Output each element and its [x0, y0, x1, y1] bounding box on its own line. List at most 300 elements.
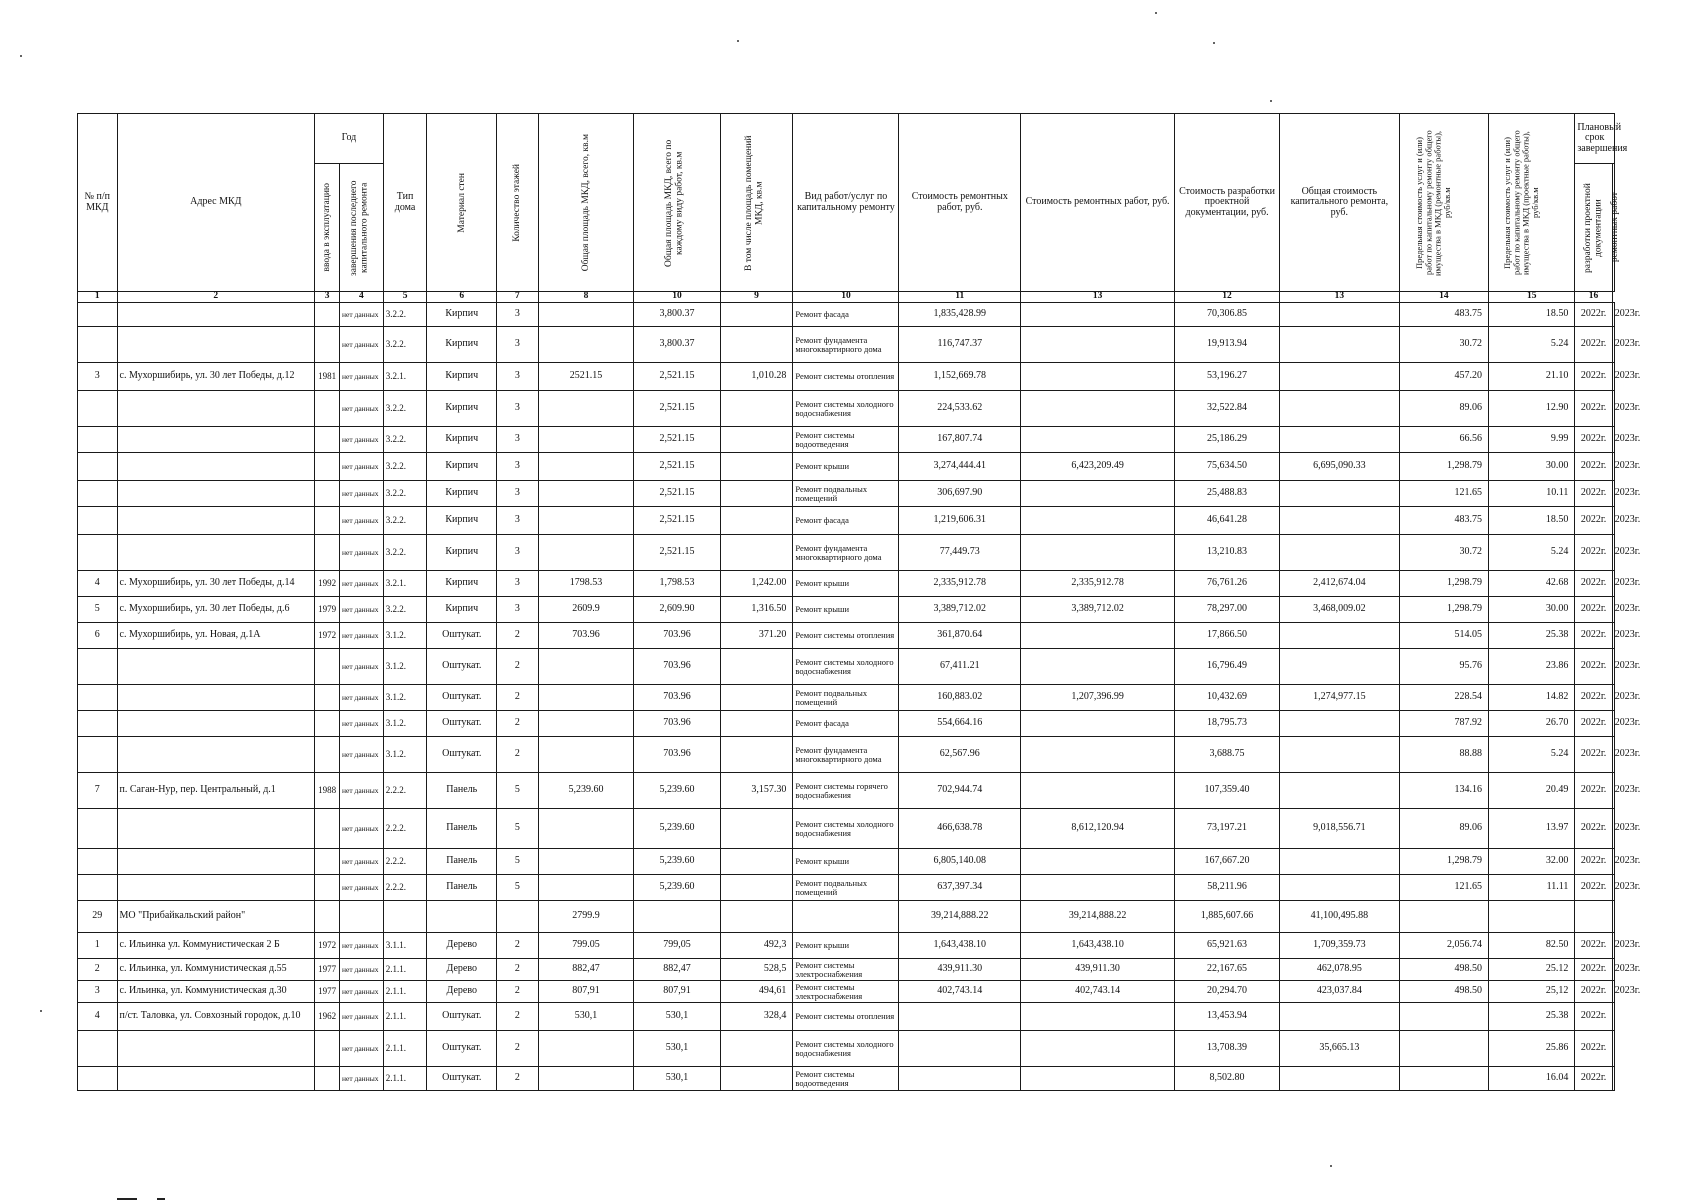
address-cell [117, 303, 315, 327]
deadline-repair-cell: 2023г. [1612, 773, 1614, 809]
year-last-repair-cell: нет данных [340, 571, 384, 597]
floors-cell: 5 [497, 849, 539, 875]
limit-design-cell: 18.50 [1489, 303, 1575, 327]
floors-cell: 3 [497, 535, 539, 571]
design-cost-cell: 46,641.28 [1175, 507, 1280, 535]
floors-cell: 3 [497, 363, 539, 391]
table-row [78, 809, 1615, 849]
limit-design-cell: 14.82 [1489, 685, 1575, 711]
repair-cost-cell: 77,449.73 [899, 535, 1021, 571]
floors-cell: 3 [497, 597, 539, 623]
overall-cost-cell: 423,037.84 [1280, 981, 1400, 1003]
year-last-repair-cell: нет данных [340, 363, 384, 391]
total-area-cell: 882,47 [538, 959, 634, 981]
area-by-work-cell: 703.96 [634, 649, 720, 685]
area-by-work-cell: 1,798.53 [634, 571, 720, 597]
limit-repair-cell: 1,298.79 [1399, 849, 1488, 875]
design-cost-cell: 65,921.63 [1175, 933, 1280, 959]
table-row [78, 535, 1615, 571]
floors-cell: 5 [497, 773, 539, 809]
overall-cost-cell [1280, 535, 1400, 571]
year-last-repair-cell: нет данных [340, 453, 384, 481]
overall-cost-cell [1280, 481, 1400, 507]
header-design-cost: Стоимость разработки проектной документации, руб. [1175, 114, 1280, 292]
premises-area-cell: 328,4 [720, 1003, 793, 1031]
repair-cost-total-cell [1021, 303, 1175, 327]
house-type-cell: 3.2.2. [383, 327, 427, 363]
wall-material-cell: Кирпич [427, 453, 497, 481]
area-by-work-cell: 799,05 [634, 933, 720, 959]
design-cost-cell: 13,453.94 [1175, 1003, 1280, 1031]
deadline-repair-cell [1612, 1067, 1614, 1091]
repair-cost-total-cell [1021, 481, 1175, 507]
address-cell: с. Ильинка ул. Коммунистическая 2 Б [117, 933, 315, 959]
floors-cell: 2 [497, 623, 539, 649]
repair-cost-cell: 116,747.37 [899, 327, 1021, 363]
table-row [78, 849, 1615, 875]
row-number [78, 737, 118, 773]
repair-cost-cell: 554,664.16 [899, 711, 1021, 737]
deadline-design-cell: 2022г. [1575, 773, 1612, 809]
table-row [78, 303, 1615, 327]
house-type-cell: 2.1.1. [383, 959, 427, 981]
repair-cost-cell: 39,214,888.22 [899, 901, 1021, 933]
repair-cost-total-cell: 6,423,209.49 [1021, 453, 1175, 481]
year-commission-cell: 1977 [315, 959, 340, 981]
design-cost-cell: 58,211.96 [1175, 875, 1280, 901]
house-type-cell: 3.2.2. [383, 597, 427, 623]
work-type-cell: Ремонт фундамента многоквартирного дома [793, 737, 899, 773]
scan-speck [1155, 12, 1157, 14]
row-number: 2 [78, 959, 118, 981]
column-number-cell: 1 [78, 292, 118, 303]
wall-material-cell: Оштукат. [427, 1003, 497, 1031]
limit-repair-cell: 483.75 [1399, 507, 1488, 535]
year-last-repair-cell: нет данных [340, 427, 384, 453]
limit-design-cell: 11.11 [1489, 875, 1575, 901]
repair-cost-cell: 3,274,444.41 [899, 453, 1021, 481]
limit-design-cell: 18.50 [1489, 507, 1575, 535]
repair-cost-cell: 3,389,712.02 [899, 597, 1021, 623]
column-number-cell: 3 [315, 292, 340, 303]
total-area-cell [538, 303, 634, 327]
repair-cost-total-cell: 8,612,120.94 [1021, 809, 1175, 849]
work-type-cell: Ремонт системы водоотведения [793, 1067, 899, 1091]
house-type-cell [383, 901, 427, 933]
floors-cell: 3 [497, 391, 539, 427]
year-last-repair-cell: нет данных [340, 1031, 384, 1067]
row-number [78, 391, 118, 427]
header-year-group: Год [315, 114, 384, 164]
row-number [78, 1031, 118, 1067]
area-by-work-cell: 882,47 [634, 959, 720, 981]
address-cell: МО "Прибайкальский район" [117, 901, 315, 933]
floors-cell: 2 [497, 649, 539, 685]
design-cost-cell: 8,502.80 [1175, 1067, 1280, 1091]
deadline-repair-cell [1612, 1031, 1614, 1067]
work-type-cell: Ремонт системы водоотведения [793, 427, 899, 453]
area-by-work-cell: 2,521.15 [634, 391, 720, 427]
limit-repair-cell: 89.06 [1399, 809, 1488, 849]
year-commission-cell: 1962 [315, 1003, 340, 1031]
overall-cost-cell [1280, 711, 1400, 737]
design-cost-cell: 13,210.83 [1175, 535, 1280, 571]
repair-cost-cell [899, 1067, 1021, 1091]
year-last-repair-cell: нет данных [340, 535, 384, 571]
repair-cost-total-cell [1021, 391, 1175, 427]
area-by-work-cell: 3,800.37 [634, 303, 720, 327]
year-commission-cell [315, 427, 340, 453]
year-last-repair-cell: нет данных [340, 1067, 384, 1091]
total-area-cell: 1798.53 [538, 571, 634, 597]
year-commission-cell [315, 1067, 340, 1091]
row-number: 29 [78, 901, 118, 933]
year-commission-cell [315, 875, 340, 901]
row-number: 1 [78, 933, 118, 959]
premises-area-cell [720, 427, 793, 453]
deadline-design-cell: 2022г. [1575, 1003, 1612, 1031]
work-type-cell [793, 901, 899, 933]
area-by-work-cell: 807,91 [634, 981, 720, 1003]
table-row [78, 1031, 1615, 1067]
premises-area-cell [720, 685, 793, 711]
area-by-work-cell: 5,239.60 [634, 875, 720, 901]
repair-cost-cell: 67,411.21 [899, 649, 1021, 685]
year-commission-cell [315, 649, 340, 685]
deadline-repair-cell: 2023г. [1612, 427, 1614, 453]
limit-design-cell: 9.99 [1489, 427, 1575, 453]
row-number [78, 711, 118, 737]
limit-repair-cell: 30.72 [1399, 535, 1488, 571]
repair-cost-cell: 637,397.34 [899, 875, 1021, 901]
deadline-repair-cell: 2023г. [1612, 363, 1614, 391]
house-type-cell: 3.2.2. [383, 453, 427, 481]
premises-area-cell [720, 649, 793, 685]
deadline-design-cell: 2022г. [1575, 933, 1612, 959]
repair-cost-cell: 439,911.30 [899, 959, 1021, 981]
column-number-cell: 2 [117, 292, 315, 303]
overall-cost-cell [1280, 427, 1400, 453]
repair-cost-total-cell: 402,743.14 [1021, 981, 1175, 1003]
year-commission-cell [315, 901, 340, 933]
overall-cost-cell [1280, 363, 1400, 391]
floors-cell: 3 [497, 481, 539, 507]
total-area-cell [538, 427, 634, 453]
area-by-work-cell: 530,1 [634, 1031, 720, 1067]
deadline-design-cell: 2022г. [1575, 959, 1612, 981]
row-number: 4 [78, 1003, 118, 1031]
repair-cost-cell: 160,883.02 [899, 685, 1021, 711]
address-cell [117, 649, 315, 685]
limit-design-cell: 12.90 [1489, 391, 1575, 427]
deadline-design-cell: 2022г. [1575, 875, 1612, 901]
table-row [78, 1067, 1615, 1091]
row-number: 7 [78, 773, 118, 809]
year-commission-cell: 1972 [315, 933, 340, 959]
work-type-cell: Ремонт системы отопления [793, 623, 899, 649]
column-number-cell: 16 [1575, 292, 1612, 303]
deadline-design-cell: 2022г. [1575, 623, 1612, 649]
year-last-repair-cell: нет данных [340, 875, 384, 901]
design-cost-cell: 18,795.73 [1175, 711, 1280, 737]
year-last-repair-cell: нет данных [340, 391, 384, 427]
work-type-cell: Ремонт крыши [793, 597, 899, 623]
limit-design-cell: 20.49 [1489, 773, 1575, 809]
house-type-cell: 2.1.1. [383, 1031, 427, 1067]
limit-design-cell: 5.24 [1489, 327, 1575, 363]
premises-area-cell: 3,157.30 [720, 773, 793, 809]
header-limit-design: Предельная стоимость услуг и (или) работ по капитальному ремонту общего имущества в МКД (проектные работы), руб/кв.м [1489, 114, 1575, 292]
overall-cost-cell [1280, 327, 1400, 363]
overall-cost-cell [1280, 623, 1400, 649]
work-type-cell: Ремонт системы электроснабжения [793, 981, 899, 1003]
repair-cost-cell: 306,697.90 [899, 481, 1021, 507]
limit-repair-cell: 30.72 [1399, 327, 1488, 363]
year-last-repair-cell: нет данных [340, 1003, 384, 1031]
table-row [78, 981, 1615, 1003]
year-last-repair-cell: нет данных [340, 849, 384, 875]
header-house-type: Тип дома [383, 114, 427, 292]
premises-area-cell [720, 1067, 793, 1091]
deadline-design-cell: 2022г. [1575, 507, 1612, 535]
premises-area-cell [720, 391, 793, 427]
table-row [78, 711, 1615, 737]
address-cell [117, 427, 315, 453]
column-number-cell: 7 [497, 292, 539, 303]
address-cell [117, 875, 315, 901]
repair-cost-total-cell [1021, 773, 1175, 809]
repair-cost-total-cell [1021, 649, 1175, 685]
header-deadline-repair: ремонтных работ [1612, 164, 1614, 292]
table-row [78, 507, 1615, 535]
limit-repair-cell: 1,298.79 [1399, 453, 1488, 481]
wall-material-cell: Оштукат. [427, 685, 497, 711]
table-row [78, 875, 1615, 901]
overall-cost-cell [1280, 303, 1400, 327]
column-number-cell: 12 [1175, 292, 1280, 303]
address-cell: с. Мухоршибирь, ул. 30 лет Победы, д.6 [117, 597, 315, 623]
repair-cost-cell: 1,219,606.31 [899, 507, 1021, 535]
column-number-cell: 9 [720, 292, 793, 303]
year-commission-cell [315, 685, 340, 711]
limit-repair-cell: 89.06 [1399, 391, 1488, 427]
overall-cost-cell: 3,468,009.02 [1280, 597, 1400, 623]
area-by-work-cell: 3,800.37 [634, 327, 720, 363]
header-repair-cost-total: Стоимость ремонтных работ, руб. [1021, 114, 1175, 292]
deadline-repair-cell: 2023г. [1612, 453, 1614, 481]
limit-design-cell: 30.00 [1489, 453, 1575, 481]
work-type-cell: Ремонт подвальных помещений [793, 685, 899, 711]
repair-cost-total-cell [1021, 1067, 1175, 1091]
year-commission-cell [315, 809, 340, 849]
premises-area-cell [720, 849, 793, 875]
year-last-repair-cell: нет данных [340, 481, 384, 507]
total-area-cell [538, 453, 634, 481]
floors-cell: 2 [497, 1067, 539, 1091]
capital-repair-table-sheet [77, 113, 1641, 1091]
deadline-design-cell: 2022г. [1575, 453, 1612, 481]
overall-cost-cell [1280, 649, 1400, 685]
row-number [78, 507, 118, 535]
design-cost-cell: 13,708.39 [1175, 1031, 1280, 1067]
work-type-cell: Ремонт фасада [793, 507, 899, 535]
deadline-design-cell: 2022г. [1575, 481, 1612, 507]
wall-material-cell: Кирпич [427, 303, 497, 327]
table-header [78, 114, 1628, 303]
year-commission-cell: 1972 [315, 623, 340, 649]
work-type-cell: Ремонт системы холодного водоснабжения [793, 1031, 899, 1067]
limit-design-cell: 25.38 [1489, 623, 1575, 649]
deadline-repair-cell: 2023г. [1612, 685, 1614, 711]
premises-area-cell: 494,61 [720, 981, 793, 1003]
column-number-cell: 10 [793, 292, 899, 303]
area-by-work-cell: 703.96 [634, 685, 720, 711]
address-cell: п. Саган-Нур, пер. Центральный, д.1 [117, 773, 315, 809]
wall-material-cell: Оштукат. [427, 1067, 497, 1091]
repair-cost-total-cell [1021, 535, 1175, 571]
limit-repair-cell: 787.92 [1399, 711, 1488, 737]
deadline-repair-cell: 2023г. [1612, 711, 1614, 737]
header-year-commission: ввода в эксплуатацию [315, 164, 340, 292]
header-work-type: Вид работ/услуг по капитальному ремонту [793, 114, 899, 292]
deadline-repair-cell: 2023г. [1612, 959, 1614, 981]
total-area-cell: 530,1 [538, 1003, 634, 1031]
design-cost-cell: 167,667.20 [1175, 849, 1280, 875]
limit-design-cell: 5.24 [1489, 535, 1575, 571]
deadline-repair-cell [1612, 1003, 1614, 1031]
design-cost-cell: 19,913.94 [1175, 327, 1280, 363]
year-last-repair-cell: нет данных [340, 597, 384, 623]
total-area-cell [538, 737, 634, 773]
total-area-cell: 799.05 [538, 933, 634, 959]
column-number-cell: 15 [1489, 292, 1575, 303]
deadline-repair-cell: 2023г. [1612, 571, 1614, 597]
floors-cell: 2 [497, 711, 539, 737]
overall-cost-cell [1280, 1067, 1400, 1091]
deadline-repair-cell [1612, 901, 1614, 933]
premises-area-cell [720, 327, 793, 363]
floors-cell: 3 [497, 303, 539, 327]
area-by-work-cell: 5,239.60 [634, 809, 720, 849]
table-row [78, 597, 1615, 623]
premises-area-cell [720, 737, 793, 773]
deadline-design-cell: 2022г. [1575, 327, 1612, 363]
row-number [78, 809, 118, 849]
overall-cost-cell: 1,274,977.15 [1280, 685, 1400, 711]
deadline-repair-cell: 2023г. [1612, 933, 1614, 959]
repair-cost-total-cell: 439,911.30 [1021, 959, 1175, 981]
floors-cell: 2 [497, 1003, 539, 1031]
scan-speck [1213, 42, 1215, 44]
limit-repair-cell: 134.16 [1399, 773, 1488, 809]
total-area-cell [538, 1031, 634, 1067]
design-cost-cell: 73,197.21 [1175, 809, 1280, 849]
design-cost-cell: 16,796.49 [1175, 649, 1280, 685]
address-cell: с. Мухоршибирь, ул. 30 лет Победы, д.12 [117, 363, 315, 391]
area-by-work-cell: 2,521.15 [634, 481, 720, 507]
address-cell [117, 453, 315, 481]
design-cost-cell: 76,761.26 [1175, 571, 1280, 597]
wall-material-cell: Дерево [427, 959, 497, 981]
row-number [78, 427, 118, 453]
limit-design-cell: 16.04 [1489, 1067, 1575, 1091]
wall-material-cell: Панель [427, 875, 497, 901]
scan-speck [40, 1010, 42, 1012]
table-row [78, 737, 1615, 773]
table-row [78, 481, 1615, 507]
work-type-cell: Ремонт системы отопления [793, 363, 899, 391]
year-commission-cell [315, 303, 340, 327]
row-number [78, 481, 118, 507]
premises-area-cell: 1,242.00 [720, 571, 793, 597]
repair-cost-cell: 224,533.62 [899, 391, 1021, 427]
deadline-design-cell: 2022г. [1575, 1031, 1612, 1067]
header-floors: Количество этажей [497, 114, 539, 292]
wall-material-cell: Панель [427, 809, 497, 849]
deadline-design-cell [1575, 901, 1612, 933]
premises-area-cell [720, 711, 793, 737]
deadline-repair-cell: 2023г. [1612, 507, 1614, 535]
repair-cost-total-cell [1021, 737, 1175, 773]
repair-cost-total-cell: 39,214,888.22 [1021, 901, 1175, 933]
work-type-cell: Ремонт крыши [793, 453, 899, 481]
limit-design-cell: 23.86 [1489, 649, 1575, 685]
year-last-repair-cell: нет данных [340, 933, 384, 959]
row-number [78, 685, 118, 711]
year-commission-cell [315, 507, 340, 535]
row-number [78, 849, 118, 875]
house-type-cell: 3.1.2. [383, 685, 427, 711]
deadline-design-cell: 2022г. [1575, 809, 1612, 849]
address-cell [117, 391, 315, 427]
house-type-cell: 3.1.1. [383, 933, 427, 959]
limit-design-cell: 82.50 [1489, 933, 1575, 959]
table-row [78, 427, 1615, 453]
limit-repair-cell [1399, 1067, 1488, 1091]
header-year-last-repair: завершения последнего капитального ремонта [340, 164, 384, 292]
design-cost-cell: 32,522.84 [1175, 391, 1280, 427]
house-type-cell: 3.2.2. [383, 391, 427, 427]
repair-cost-total-cell: 1,643,438.10 [1021, 933, 1175, 959]
wall-material-cell: Кирпич [427, 571, 497, 597]
house-type-cell: 3.2.2. [383, 303, 427, 327]
overall-cost-cell: 1,709,359.73 [1280, 933, 1400, 959]
table-row [78, 1003, 1615, 1031]
repair-cost-total-cell [1021, 623, 1175, 649]
repair-cost-total-cell [1021, 849, 1175, 875]
limit-design-cell [1489, 901, 1575, 933]
deadline-design-cell: 2022г. [1575, 711, 1612, 737]
overall-cost-cell [1280, 737, 1400, 773]
limit-design-cell: 13.97 [1489, 809, 1575, 849]
repair-cost-cell: 402,743.14 [899, 981, 1021, 1003]
limit-repair-cell: 514.05 [1399, 623, 1488, 649]
row-number: 3 [78, 363, 118, 391]
premises-area-cell [720, 507, 793, 535]
house-type-cell: 3.1.2. [383, 711, 427, 737]
row-number [78, 875, 118, 901]
year-last-repair-cell: нет данных [340, 737, 384, 773]
house-type-cell: 3.2.2. [383, 535, 427, 571]
scan-speck [1330, 1165, 1332, 1167]
area-by-work-cell: 703.96 [634, 711, 720, 737]
total-area-cell: 5,239.60 [538, 773, 634, 809]
area-by-work-cell: 2,521.15 [634, 427, 720, 453]
deadline-repair-cell: 2023г. [1612, 875, 1614, 901]
address-cell [117, 809, 315, 849]
repair-cost-cell: 6,805,140.08 [899, 849, 1021, 875]
deadline-design-cell: 2022г. [1575, 391, 1612, 427]
